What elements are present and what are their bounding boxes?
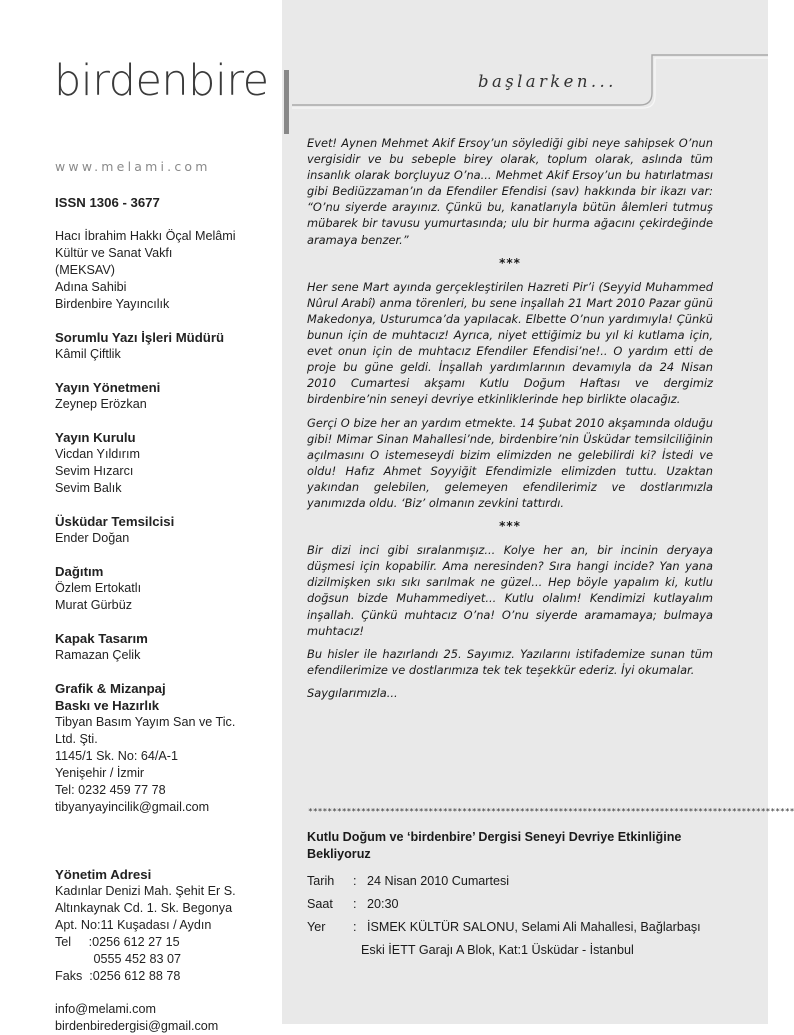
section-separator: *** <box>499 255 521 270</box>
date-label: Tarih <box>307 874 335 888</box>
distribution-group <box>55 563 277 614</box>
editorial-paragraph: Bir dizi inci gibi sıralanmışız... Kolye her an, bir incinin deryaya düşmesi için kopabilir. Ama neresinden? Sıra hangi incide? Yan yana dizilmişken sıkı sıkı sarılmak ne güzel... Hep böyle yapalım ki, kutlu doğsun bizde Muhammediyet... Kutlu olalım! Kendimizi kutlayalım inşallah. Çünkü muhtacız O’na! O’nu siyerde aramamaya; bulmaya muhtacız! <box>307 543 713 638</box>
email-link[interactable]: info@melami.com <box>55 1002 156 1016</box>
group-heading: Kapak Tasarım <box>55 631 148 646</box>
event-place-row <box>307 916 715 939</box>
owner-block <box>55 228 277 313</box>
separator-colon: : <box>353 920 357 934</box>
group-value: Murat Gürbüz <box>55 598 132 612</box>
owner-line: Birdenbire Yayıncılık <box>55 297 170 311</box>
phone-line: Tel :0256 612 27 15 <box>55 935 180 949</box>
event-title: Kutlu Doğum ve ‘birdenbire’ Dergisi Seneyi Devriye Etkinliğine Bekliyoruz <box>307 830 682 861</box>
closing-signoff: Saygılarımızla... <box>307 685 398 700</box>
place-label: Yer <box>307 920 326 934</box>
group-value: Ramazan Çelik <box>55 648 141 662</box>
group-value: Ender Doğan <box>55 531 130 545</box>
address-line: Altınkaynak Cd. 1. Sk. Begonya <box>55 901 233 915</box>
group-value: Özlem Ertokatlı <box>55 581 142 595</box>
birdenbire-logo: birdenbire <box>54 56 269 106</box>
masthead-info <box>55 194 277 1035</box>
group-value: Ltd. Şti. <box>55 732 98 746</box>
title-frame-line <box>0 0 768 140</box>
separator-colon: : <box>353 897 357 911</box>
editorial-paragraph: Her sene Mart ayında gerçekleştirilen Hazreti Pir’i (Seyyid Muhammed Nûrul Arabî) anma törenleri, bu sene inşallah 21 Mart 2010 Pazar günü Makedonya, Usturumca’da yapılacak. Elbette O’nun yardımıyla! Çünkü bunun için de muhtacız! Ayrıca, niyet ettiğimiz bu yıl ki kutlama için, evet onun için de muhtacız Efendiler Efendisi’ne!.. O yardım etti de proje bu güne geldi. İnşallah yardımlarının devamıyla da 24 Nisan 2010 Cumartesi akşamı Kutlu Doğum Haftası ve dergimiz birdenbire’nin seneyi devriye etkinliklerinde hep birlikte olacağız. <box>307 279 713 407</box>
left-masthead-column <box>0 0 282 1033</box>
group-value[interactable]: tibyanyayincilik@gmail.com <box>55 800 210 814</box>
event-time-row <box>307 893 715 916</box>
place-value: İSMEK KÜLTÜR SALONU, Selami Ali Mahallesi, Bağlarbaşı <box>367 920 701 934</box>
owner-line: (MEKSAV) <box>55 263 115 277</box>
cover-design-group <box>55 630 277 664</box>
group-value: Yenişehir / İzmir <box>55 766 145 780</box>
graphics-print-group <box>55 680 277 816</box>
group-value: Tibyan Basım Yayım San ve Tic. <box>55 715 236 729</box>
editorial-paragraph: Gerçi O bize her an yardım etmekte. 14 Şubat 2010 akşamında olduğu gibi! Mimar Sinan Mahallesi’nde, birdenbire’nin Üsküdar temsilciliğinin açılmasını O istemeseydi bizim elimizden ne gelebilirdi ki? İstedi ve oldu! Hafız Ahmet Soyyiğit Efendimizle elimizden tuttu. Uzaktan yakından gelebilen, gelemeyen efendilerimiz ve dostlarımızla yanımızda oldu. ‘Biz’ olmanın zevkini tattırdı. <box>307 415 713 510</box>
group-heading: Yayın Yönetmeni <box>55 380 161 395</box>
time-label: Saat <box>307 897 333 911</box>
group-heading: Baskı ve Hazırlık <box>55 698 160 713</box>
time-value: 20:30 <box>367 897 399 911</box>
website-url[interactable]: www.melami.com <box>55 159 211 174</box>
editor-in-chief-group <box>55 329 277 363</box>
group-value: Vicdan Yıldırım <box>55 447 140 461</box>
publishing-director-group <box>55 379 277 413</box>
date-value: 24 Nisan 2010 Cumartesi <box>367 874 510 888</box>
group-value: Kâmil Çiftlik <box>55 347 121 361</box>
group-heading: Yönetim Adresi <box>55 867 152 882</box>
group-heading: Üsküdar Temsilcisi <box>55 514 175 529</box>
editorial-body <box>307 135 713 708</box>
address-line: Apt. No:11 Kuşadası / Aydın <box>55 918 212 932</box>
owner-line: Hacı İbrahim Hakkı Öçal Melâmi <box>55 229 236 243</box>
group-value: Sevim Hızarcı <box>55 464 134 478</box>
group-heading: Sorumlu Yazı İşleri Müdürü <box>55 330 225 345</box>
fax-line: Faks :0256 612 88 78 <box>55 969 181 983</box>
editorial-board-group <box>55 429 277 497</box>
group-value: Zeynep Erözkan <box>55 397 147 411</box>
group-value: 1145/1 Sk. No: 64/A-1 <box>55 749 178 763</box>
owner-line: Kültür ve Sanat Vakfı <box>55 246 173 260</box>
group-value: Tel: 0232 459 77 78 <box>55 783 166 797</box>
dotted-divider: ***************************************************************************************************** <box>308 807 794 816</box>
event-announcement <box>307 829 715 962</box>
email-link[interactable]: birdenbiredergisi@gmail.com <box>55 1019 219 1033</box>
section-separator: *** <box>499 519 521 534</box>
group-heading: Yayın Kurulu <box>55 430 136 445</box>
uskudar-representative-group <box>55 513 277 547</box>
group-heading: Dağıtım <box>55 564 104 579</box>
group-heading: Grafik & Mizanpaj <box>55 681 166 696</box>
editorial-paragraph: Bu hisler ile hazırlandı 25. Sayımız. Yazılarını istifademize sunan tüm efendilerimize ve dostlarımıza tek tek teşekkür ederiz. İyi okumalar. <box>307 646 713 677</box>
owner-line: Adına Sahibi <box>55 280 127 294</box>
phone-line: 0555 452 83 07 <box>55 952 182 966</box>
place-value-continued: Eski İETT Garajı A Blok, Kat:1 Üsküdar - İstanbul <box>361 943 634 957</box>
editorial-paragraph: Evet! Aynen Mehmet Akif Ersoy’un söylediği gibi neye sahipsek O’nun vergisidir ve bu sebeple birey olarak, toplum olarak, aslında tüm insanlık olarak borçluyuz O’na... Mehmet Akif Ersoy’un bu hatırlatması gibi Bediüzzaman’ın da Efendiler Efendisi (sav) hakkında bir ikazı var: “O’nu siyerde arayınız. Çünkü bu, kanatlarıyla bütün âlemleri tutmuş mübarek bir tavusu yumurtasında; ulu bir hurma ağacını çekirdeğinde aramaya benzer.” <box>307 136 713 247</box>
group-value: Sevim Balık <box>55 481 122 495</box>
management-address-group <box>55 866 277 1035</box>
section-title: başlarken... <box>478 72 617 91</box>
event-date-row <box>307 870 715 893</box>
separator-colon: : <box>353 874 357 888</box>
address-line: Kadınlar Denizi Mah. Şehit Er S. <box>55 884 236 898</box>
issn-number: ISSN 1306 - 3677 <box>55 195 160 210</box>
